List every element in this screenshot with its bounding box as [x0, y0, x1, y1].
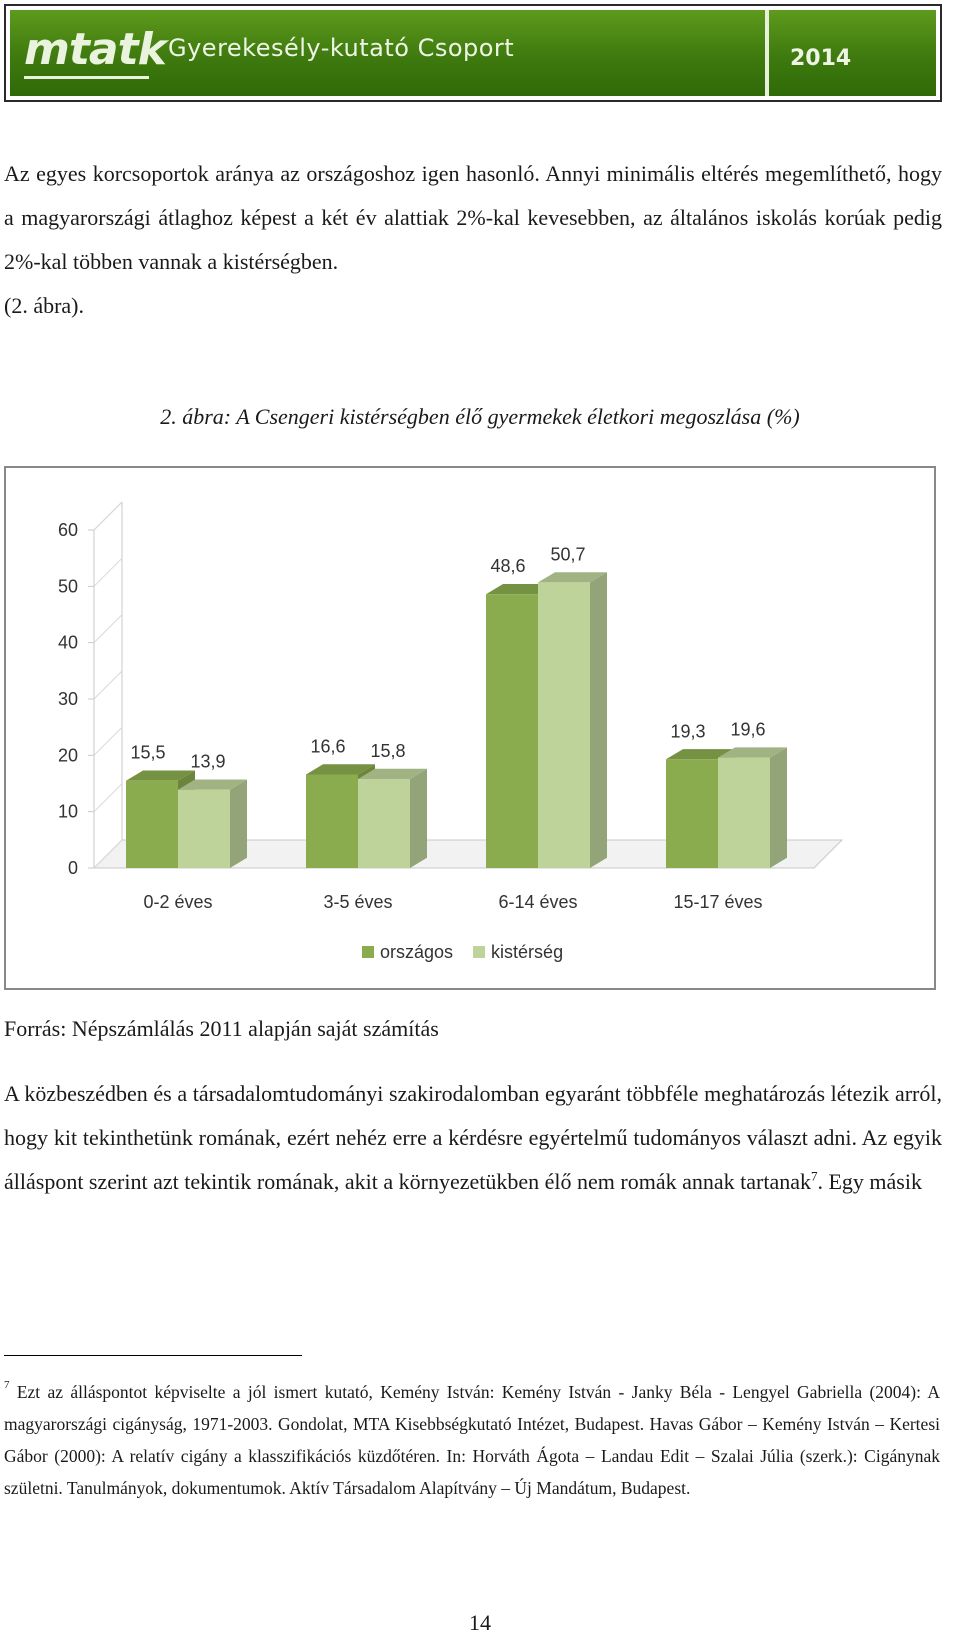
- data-label: 13,9: [190, 751, 226, 772]
- intro-text: Az egyes korcsoportok aránya az országoshoz igen hasonló. Annyi minimális eltérés megemlíthető, hogy a magyarországi átlaghoz képest a két év alattiak 2%-kal kevesebben, az általános iskolás korúak pedig 2%-kal többen vannak a kistérségben.: [4, 161, 942, 274]
- x-tick-label: 0-2 éves: [143, 892, 213, 912]
- bar-side: [590, 572, 607, 868]
- y-tick-depth: [94, 558, 122, 586]
- bar-side: [410, 769, 427, 868]
- bar-kistérség-1: [358, 779, 410, 868]
- y-tick-depth: [94, 784, 122, 812]
- data-label: 19,6: [730, 719, 766, 740]
- legend-label-országos: országos: [380, 942, 454, 962]
- y-tick-label: 50: [57, 576, 78, 597]
- bar-országos-1: [306, 774, 358, 868]
- data-label: 15,8: [370, 740, 406, 761]
- y-tick-depth: [94, 502, 122, 530]
- banner-divider: [765, 10, 769, 96]
- bar-chart-svg: [6, 468, 934, 988]
- bar-kistérség-0: [178, 790, 230, 868]
- body-text: A közbeszédben és a társadalomtudományi szakirodalomban egyaránt többféle meghatározás létezik arról, hogy kit tekinthetünk romának, ezért nehéz erre a kérdésre egyértelmű tudományos választ adni. Az egyik álláspont szerint azt tekintik romának, akit a környezetükben élő nem romák annak tartanak: [4, 1081, 942, 1194]
- banner-title: Gyerekesély-kutató Csoport: [168, 34, 515, 62]
- data-label: 50,7: [550, 544, 586, 565]
- bar-side: [230, 779, 247, 868]
- legend-swatch-országos: [362, 946, 374, 958]
- data-label: 16,6: [310, 736, 346, 757]
- y-tick-label: 0: [67, 858, 78, 878]
- data-label: 19,3: [670, 721, 706, 742]
- figure-source: Forrás: Népszámlálás 2011 alapján saját számítás: [4, 1016, 439, 1041]
- footnote-text: Ezt az álláspontot képviselte a jól ismert kutató, Kemény István: Kemény István - Janky Béla - Lengyel Gabriella (2004): A magyarországi cigányság, 1971-2003. Gondolat, MTA Kisebbségkutató Intézet, Budapest. Havas Gábor – Kemény István – Kertesi Gábor (2000): A relatív cigány a klasszifikációs küzdőtéren. In: Horváth Ágota – Landau Edit – Szalai Júlia (szerk.): Cigánynak születni. Tanulmányok, dokumentumok. Aktív Társadalom Alapítvány – Új Mandátum, Budapest.: [4, 1382, 940, 1498]
- data-label: 48,6: [490, 556, 526, 577]
- intro-paragraph: [4, 152, 942, 284]
- bar-országos-0: [126, 781, 178, 868]
- y-tick-depth: [94, 615, 122, 643]
- bar-side: [770, 747, 787, 868]
- body-text-tail: . Egy másik: [817, 1169, 922, 1194]
- header-banner: [4, 4, 942, 102]
- y-tick-depth: [94, 727, 122, 755]
- y-tick-label: 60: [57, 520, 78, 540]
- x-tick-label: 15-17 éves: [673, 892, 763, 912]
- footnote-marker: 7: [4, 1379, 10, 1391]
- bar-országos-2: [486, 594, 538, 868]
- footnote: [4, 1376, 940, 1504]
- figure-caption: 2. ábra: A Csengeri kistérségben élő gyermekek életkori megoszlása (%): [160, 404, 800, 429]
- body-paragraph: [4, 1072, 942, 1204]
- footnote-ref[interactable]: 7: [810, 1168, 818, 1184]
- logo-underline: [24, 76, 149, 79]
- legend-swatch-kistérség: [473, 946, 485, 958]
- y-tick-depth: [94, 671, 122, 699]
- data-label: 15,5: [130, 742, 166, 763]
- bar-kistérség-2: [538, 582, 590, 868]
- page-number: 14: [469, 1610, 491, 1635]
- legend-label-kistérség: kistérség: [491, 942, 564, 962]
- intro-figure-ref: (2. ábra).: [4, 293, 85, 318]
- y-tick-label: 40: [57, 632, 78, 653]
- x-tick-label: 6-14 éves: [498, 892, 578, 912]
- banner-background: [10, 10, 936, 96]
- y-tick-label: 10: [57, 801, 78, 822]
- y-tick-label: 30: [57, 689, 78, 709]
- bar-chart: [4, 466, 936, 990]
- x-tick-label: 3-5 éves: [323, 892, 393, 912]
- footnote-rule: [4, 1355, 302, 1356]
- mtatk-logo: mtatk: [24, 24, 166, 75]
- bar-országos-3: [666, 759, 718, 868]
- banner-year: 2014: [790, 46, 852, 71]
- bar-kistérség-3: [718, 758, 770, 868]
- y-tick-label: 20: [57, 745, 78, 766]
